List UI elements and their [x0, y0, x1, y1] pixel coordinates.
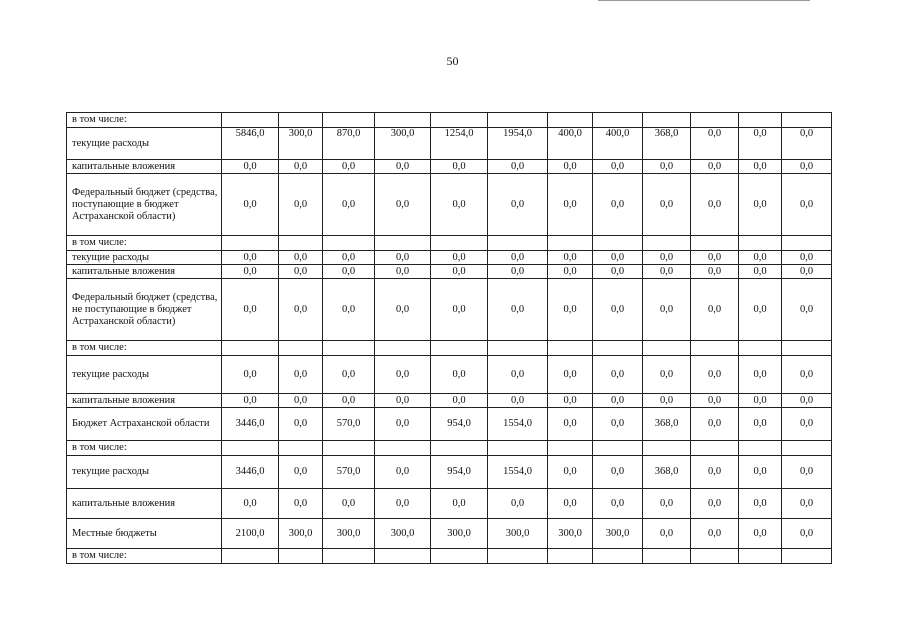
table-cell: 0,0: [739, 519, 782, 549]
table-cell: [691, 441, 739, 456]
table-cell: [643, 236, 691, 251]
table-cell: 0,0: [375, 408, 431, 441]
table-row: [67, 174, 832, 236]
table-cell: 0,0: [691, 265, 739, 279]
table-cell: 0,0: [548, 408, 593, 441]
table-cell: [323, 549, 375, 564]
table-cell: 0,0: [488, 489, 548, 519]
table-cell: 400,0: [593, 128, 643, 160]
table-cell: [431, 236, 488, 251]
table-cell: [222, 236, 279, 251]
table-row: [67, 265, 832, 279]
table-cell: [222, 441, 279, 456]
table-cell: 0,0: [782, 160, 832, 174]
table-cell: 0,0: [782, 265, 832, 279]
table-cell: [691, 549, 739, 564]
row-label: Федеральный бюджет (средства, не поступающие в бюджет Астраханской области): [67, 279, 222, 341]
table-cell: 1254,0: [431, 128, 488, 160]
table-cell: 0,0: [593, 160, 643, 174]
table-cell: [593, 236, 643, 251]
table-cell: 1554,0: [488, 408, 548, 441]
table-cell: [593, 341, 643, 356]
table-cell: 0,0: [739, 279, 782, 341]
table-row: [67, 394, 832, 408]
table-cell: 0,0: [222, 356, 279, 394]
table-cell: 0,0: [375, 489, 431, 519]
table-cell: 300,0: [375, 128, 431, 160]
table-cell: [279, 113, 323, 128]
table-cell: [323, 341, 375, 356]
table-cell: 0,0: [279, 394, 323, 408]
table-cell: 0,0: [593, 408, 643, 441]
table-cell: 0,0: [375, 160, 431, 174]
table-cell: [782, 236, 832, 251]
table-cell: 0,0: [643, 356, 691, 394]
table-cell: 0,0: [593, 489, 643, 519]
table-cell: 300,0: [375, 519, 431, 549]
table-row: [67, 113, 832, 128]
table-cell: 400,0: [548, 128, 593, 160]
table-cell: 0,0: [643, 394, 691, 408]
table-cell: 0,0: [279, 408, 323, 441]
table-cell: [782, 341, 832, 356]
table-cell: 0,0: [375, 265, 431, 279]
table-cell: [431, 341, 488, 356]
row-label: текущие расходы: [67, 456, 222, 489]
table-cell: 0,0: [323, 265, 375, 279]
table-cell: [488, 441, 548, 456]
table-cell: 0,0: [548, 251, 593, 265]
table-cell: 0,0: [739, 160, 782, 174]
table-cell: [782, 113, 832, 128]
table-cell: 954,0: [431, 408, 488, 441]
table-cell: 0,0: [691, 456, 739, 489]
row-label: в том числе:: [67, 236, 222, 251]
table-cell: 0,0: [488, 279, 548, 341]
table-cell: 0,0: [691, 519, 739, 549]
table-cell: 300,0: [593, 519, 643, 549]
table-cell: 954,0: [431, 456, 488, 489]
table-cell: 0,0: [739, 174, 782, 236]
table-cell: 0,0: [323, 279, 375, 341]
table-cell: 2100,0: [222, 519, 279, 549]
table-cell: 0,0: [593, 251, 643, 265]
table-cell: 0,0: [548, 489, 593, 519]
top-rule: [598, 0, 810, 1]
table-cell: [323, 441, 375, 456]
table-cell: 0,0: [782, 174, 832, 236]
table-cell: 0,0: [643, 160, 691, 174]
table-cell: 368,0: [643, 456, 691, 489]
table-cell: [375, 113, 431, 128]
table-cell: 0,0: [782, 128, 832, 160]
table-cell: 0,0: [375, 174, 431, 236]
row-label: в том числе:: [67, 549, 222, 564]
table-cell: 0,0: [548, 279, 593, 341]
table-cell: 0,0: [782, 456, 832, 489]
table-cell: 5846,0: [222, 128, 279, 160]
table-cell: 1954,0: [488, 128, 548, 160]
table-cell: 0,0: [739, 456, 782, 489]
table-cell: 300,0: [279, 128, 323, 160]
table-row: [67, 356, 832, 394]
table-cell: 0,0: [782, 356, 832, 394]
table-cell: 0,0: [323, 251, 375, 265]
table-cell: 0,0: [375, 394, 431, 408]
table-cell: 300,0: [431, 519, 488, 549]
row-label: текущие расходы: [67, 128, 222, 160]
table-cell: 0,0: [431, 489, 488, 519]
table-cell: 570,0: [323, 456, 375, 489]
page-number: 50: [446, 54, 459, 68]
table-cell: [739, 113, 782, 128]
table-cell: [548, 549, 593, 564]
table-cell: 0,0: [548, 394, 593, 408]
table-cell: 0,0: [643, 519, 691, 549]
table-cell: [643, 549, 691, 564]
table-cell: 0,0: [739, 128, 782, 160]
table-cell: [548, 341, 593, 356]
table-row: [67, 549, 832, 564]
table-cell: 0,0: [691, 128, 739, 160]
table-cell: 300,0: [323, 519, 375, 549]
table-cell: 0,0: [593, 356, 643, 394]
budget-table: [66, 112, 832, 564]
row-label: капитальные вложения: [67, 394, 222, 408]
table-cell: [739, 549, 782, 564]
table-cell: 368,0: [643, 408, 691, 441]
table-cell: [548, 236, 593, 251]
table-cell: 0,0: [739, 356, 782, 394]
table-cell: 0,0: [593, 174, 643, 236]
table-cell: 0,0: [782, 279, 832, 341]
table-cell: 570,0: [323, 408, 375, 441]
table-cell: 0,0: [431, 265, 488, 279]
table-cell: 300,0: [488, 519, 548, 549]
table-row: [67, 341, 832, 356]
table-cell: 0,0: [222, 251, 279, 265]
table-cell: [782, 549, 832, 564]
table-cell: [222, 113, 279, 128]
table-row: [67, 160, 832, 174]
row-label: в том числе:: [67, 441, 222, 456]
table-cell: 0,0: [222, 265, 279, 279]
table-cell: 0,0: [279, 279, 323, 341]
table-cell: 0,0: [375, 279, 431, 341]
table-cell: 300,0: [279, 519, 323, 549]
table-cell: [323, 113, 375, 128]
table-cell: 0,0: [643, 174, 691, 236]
table-cell: 0,0: [488, 394, 548, 408]
table-cell: 0,0: [691, 174, 739, 236]
table-cell: 0,0: [691, 489, 739, 519]
table-row: [67, 408, 832, 441]
table-cell: 0,0: [431, 279, 488, 341]
table-cell: 0,0: [691, 394, 739, 408]
table-cell: 0,0: [279, 174, 323, 236]
table-cell: 0,0: [488, 265, 548, 279]
table-cell: 0,0: [488, 356, 548, 394]
table-cell: 0,0: [431, 251, 488, 265]
table-cell: 0,0: [279, 265, 323, 279]
table-cell: [279, 549, 323, 564]
table-cell: [279, 441, 323, 456]
table-cell: 0,0: [643, 265, 691, 279]
table-cell: 0,0: [593, 265, 643, 279]
table-cell: 0,0: [691, 356, 739, 394]
table-cell: [782, 441, 832, 456]
table-cell: 0,0: [691, 160, 739, 174]
table-cell: 0,0: [279, 160, 323, 174]
table-cell: [431, 441, 488, 456]
table-cell: 0,0: [643, 251, 691, 265]
table-cell: 0,0: [222, 279, 279, 341]
table-cell: [739, 441, 782, 456]
table-cell: [593, 441, 643, 456]
table-cell: 0,0: [488, 174, 548, 236]
table-cell: 0,0: [323, 356, 375, 394]
row-label: в том числе:: [67, 341, 222, 356]
table-cell: 0,0: [643, 489, 691, 519]
row-label: текущие расходы: [67, 356, 222, 394]
table-cell: 0,0: [431, 160, 488, 174]
table-cell: 0,0: [548, 456, 593, 489]
table-cell: 0,0: [279, 251, 323, 265]
table-cell: 0,0: [548, 265, 593, 279]
table-cell: [431, 549, 488, 564]
table-cell: 0,0: [375, 251, 431, 265]
table-cell: [431, 113, 488, 128]
table-cell: 0,0: [222, 160, 279, 174]
table-cell: 0,0: [593, 279, 643, 341]
table-cell: 0,0: [279, 489, 323, 519]
table-cell: [643, 341, 691, 356]
table-cell: 0,0: [739, 408, 782, 441]
table-cell: 0,0: [548, 174, 593, 236]
table-cell: [222, 549, 279, 564]
table-row: [67, 236, 832, 251]
table-cell: 0,0: [375, 356, 431, 394]
table-cell: 0,0: [323, 394, 375, 408]
table-cell: 0,0: [548, 356, 593, 394]
table-cell: 870,0: [323, 128, 375, 160]
table-cell: 0,0: [739, 251, 782, 265]
table-cell: [691, 236, 739, 251]
table-cell: [593, 549, 643, 564]
table-row: [67, 456, 832, 489]
table-cell: [222, 341, 279, 356]
table-cell: 0,0: [431, 394, 488, 408]
table-cell: 1554,0: [488, 456, 548, 489]
table-cell: 0,0: [691, 251, 739, 265]
table-row: [67, 441, 832, 456]
table-cell: 0,0: [431, 174, 488, 236]
table-cell: 0,0: [739, 265, 782, 279]
table-cell: [375, 341, 431, 356]
table-cell: 0,0: [222, 489, 279, 519]
table-cell: 368,0: [643, 128, 691, 160]
table-cell: [375, 549, 431, 564]
table-cell: [643, 441, 691, 456]
table-cell: 0,0: [323, 174, 375, 236]
table-cell: 0,0: [739, 394, 782, 408]
table-cell: 0,0: [279, 456, 323, 489]
row-label: капитальные вложения: [67, 265, 222, 279]
table-cell: [739, 341, 782, 356]
table-row: [67, 519, 832, 549]
row-label: капитальные вложения: [67, 160, 222, 174]
table-cell: 0,0: [323, 160, 375, 174]
table-row: [67, 489, 832, 519]
table-cell: 3446,0: [222, 408, 279, 441]
table-cell: [643, 113, 691, 128]
table-cell: 0,0: [593, 456, 643, 489]
table-cell: [279, 236, 323, 251]
table-row: [67, 128, 832, 160]
row-label: Федеральный бюджет (средства, поступающие в бюджет Астраханской области): [67, 174, 222, 236]
table-cell: 0,0: [782, 251, 832, 265]
table-cell: [593, 113, 643, 128]
table-cell: [488, 341, 548, 356]
table-cell: 0,0: [782, 394, 832, 408]
table-cell: 0,0: [782, 489, 832, 519]
table-cell: 0,0: [782, 519, 832, 549]
table-cell: 0,0: [488, 251, 548, 265]
table-cell: 300,0: [548, 519, 593, 549]
row-label: Бюджет Астраханской области: [67, 408, 222, 441]
row-label: текущие расходы: [67, 251, 222, 265]
table-cell: [488, 236, 548, 251]
table-cell: 0,0: [222, 394, 279, 408]
table-cell: 0,0: [279, 356, 323, 394]
table-cell: [739, 236, 782, 251]
table-cell: 0,0: [488, 160, 548, 174]
table-cell: [548, 441, 593, 456]
table-cell: 0,0: [593, 394, 643, 408]
row-label: капитальные вложения: [67, 489, 222, 519]
table-row: [67, 251, 832, 265]
row-label: в том числе:: [67, 113, 222, 128]
table-cell: 0,0: [548, 160, 593, 174]
table-cell: 3446,0: [222, 456, 279, 489]
table-cell: 0,0: [431, 356, 488, 394]
table-row: [67, 279, 832, 341]
table-cell: [691, 341, 739, 356]
table-cell: 0,0: [782, 408, 832, 441]
table-cell: [488, 113, 548, 128]
table-cell: 0,0: [222, 174, 279, 236]
table-cell: [548, 113, 593, 128]
table-cell: 0,0: [375, 456, 431, 489]
table-cell: 0,0: [643, 279, 691, 341]
table-cell: 0,0: [323, 489, 375, 519]
table-cell: [488, 549, 548, 564]
table-cell: 0,0: [691, 408, 739, 441]
table-cell: [691, 113, 739, 128]
table-cell: [375, 441, 431, 456]
table-cell: [375, 236, 431, 251]
table-cell: [279, 341, 323, 356]
row-label: Местные бюджеты: [67, 519, 222, 549]
table-cell: 0,0: [691, 279, 739, 341]
table-cell: [323, 236, 375, 251]
table-cell: 0,0: [739, 489, 782, 519]
